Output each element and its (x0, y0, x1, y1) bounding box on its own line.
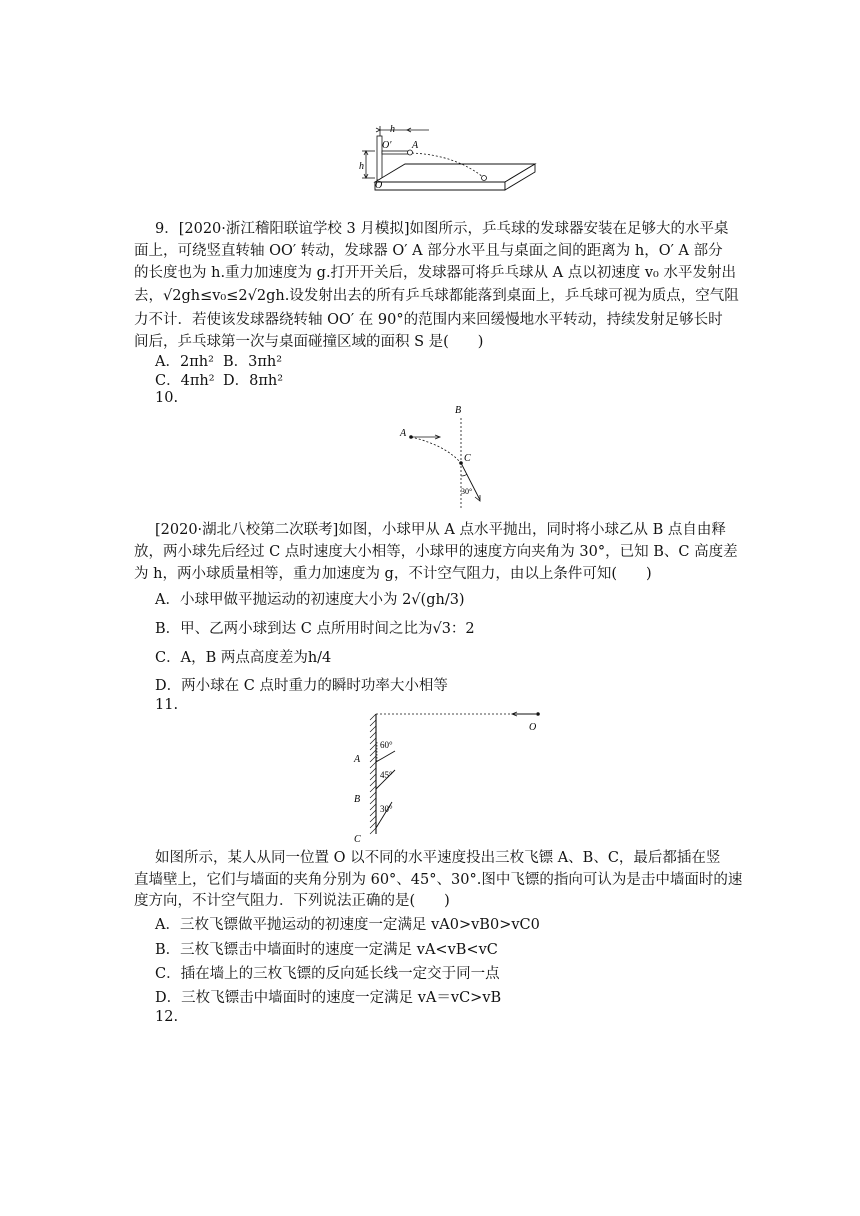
q10-fig-label-C: C (464, 453, 471, 464)
q9-fig-label-h-top: h (390, 124, 395, 135)
q9-fig-label-h-side: h (359, 161, 364, 172)
q10-figure (395, 400, 495, 515)
q10-option-a: A．小球甲做平抛运动的初速度大小为 2√(gh/3) (155, 592, 465, 608)
q9-option-d: D．8πh² (223, 373, 284, 389)
q9-fig-label-O: O (375, 180, 383, 191)
q11-option-b: B．三枚飞镖击中墙面时的速度一定满足 vA<vB<vC (155, 942, 498, 958)
q11-fig-label-B: B (354, 794, 361, 805)
q9-option-b: B．3πh² (223, 354, 283, 370)
q11-line-1: 如图所示，某人从同一位置 O 以不同的水平速度投出三枚飞镖 A、B、C，最后都插在竖 (155, 850, 721, 866)
q11-fig-label-a60: 60° (380, 740, 393, 750)
q9-option-a: A．2πh² (155, 354, 214, 370)
q9-line-4: 去，√2gh≤v₀≤2√2gh.设发射出去的所有乒乓球都能落到桌面上，乒乓球可视为质点，空气阻 (134, 288, 739, 304)
q11-fig-label-a30: 30° (380, 804, 393, 814)
q11-line-3: 度方向，不计空气阻力．下列说法正确的是( ) (134, 893, 450, 909)
q11-figure (340, 706, 550, 846)
q9-line-3: 的长度也为 h.重力加速度为 g.打开开关后，发球器可将乒乓球从 A 点以初速度 v₀ 水平发射出 (134, 265, 736, 281)
q9-line-2: 面上，可绕竖直转轴 OO′ 转动，发球器 O′ A 部分水平且与桌面之间的距离为 h，O′ A 部分 (134, 243, 723, 259)
q9-option-c: C．4πh² (155, 373, 215, 389)
q10-line-1: [2020·湖北八校第二次联考]如图，小球甲从 A 点水平抛出，同时将小球乙从 B 点自由释 (155, 522, 726, 538)
q11-fig-label-a45: 45° (380, 770, 393, 780)
q11-fig-label-C: C (354, 834, 361, 845)
q11-number: 11. (155, 697, 179, 713)
q10-fig-label-B: B (455, 405, 462, 416)
q11-fig-label-O: O (529, 722, 537, 733)
q10-option-b: B．甲、乙两小球到达 C 点所用时间之比为√3：2 (155, 621, 475, 637)
q11-option-c: C．插在墙上的三枚飞镖的反向延长线一定交于同一点 (155, 966, 500, 982)
q10-line-3: 为 h，两小球质量相等，重力加速度为 g，不计空气阻力，由以上条件可知( ) (134, 566, 652, 582)
q9-line-5: 力不计．若使该发球器绕转轴 OO′ 在 90°的范围内来回缓慢地水平转动，持续发射足够长时 (134, 312, 723, 328)
q9-fig-label-O-prime: O′ (382, 140, 392, 151)
q12-number: 12. (155, 1009, 179, 1025)
q9-fig-label-A: A (412, 140, 419, 151)
q9-figure (355, 122, 540, 207)
q11-option-a: A．三枚飞镖做平抛运动的初速度一定满足 vA0>vB0>vC0 (155, 917, 540, 933)
q10-line-2: 放，两小球先后经过 C 点时速度大小相等，小球甲的速度方向夹角为 30°，已知 B、C 高度差 (134, 544, 738, 560)
q11-line-2: 直墙壁上，它们与墙面的夹角分别为 60°、45°、30°.图中飞镖的指向可认为是击中墙面时的速 (134, 872, 743, 888)
q10-option-d: D．两小球在 C 点时重力的瞬时功率大小相等 (155, 678, 448, 694)
q11-fig-label-A: A (354, 754, 361, 765)
q10-fig-label-A: A (400, 428, 407, 439)
q10-option-c: C．A，B 两点高度差为h/4 (155, 650, 332, 666)
q11-option-d: D．三枚飞镖击中墙面时的速度一定满足 vA＝vC>vB (155, 990, 502, 1006)
q9-line-6: 间后，乒乓球第一次与桌面碰撞区域的面积 S 是( ) (134, 334, 484, 350)
q9-line-1: 9．[2020·浙江稽阳联谊学校 3 月模拟]如图所示，乒乓球的发球器安装在足够大的水平桌 (155, 221, 729, 237)
q10-fig-label-angle: 30° (461, 487, 473, 496)
q10-number: 10. (155, 390, 179, 406)
